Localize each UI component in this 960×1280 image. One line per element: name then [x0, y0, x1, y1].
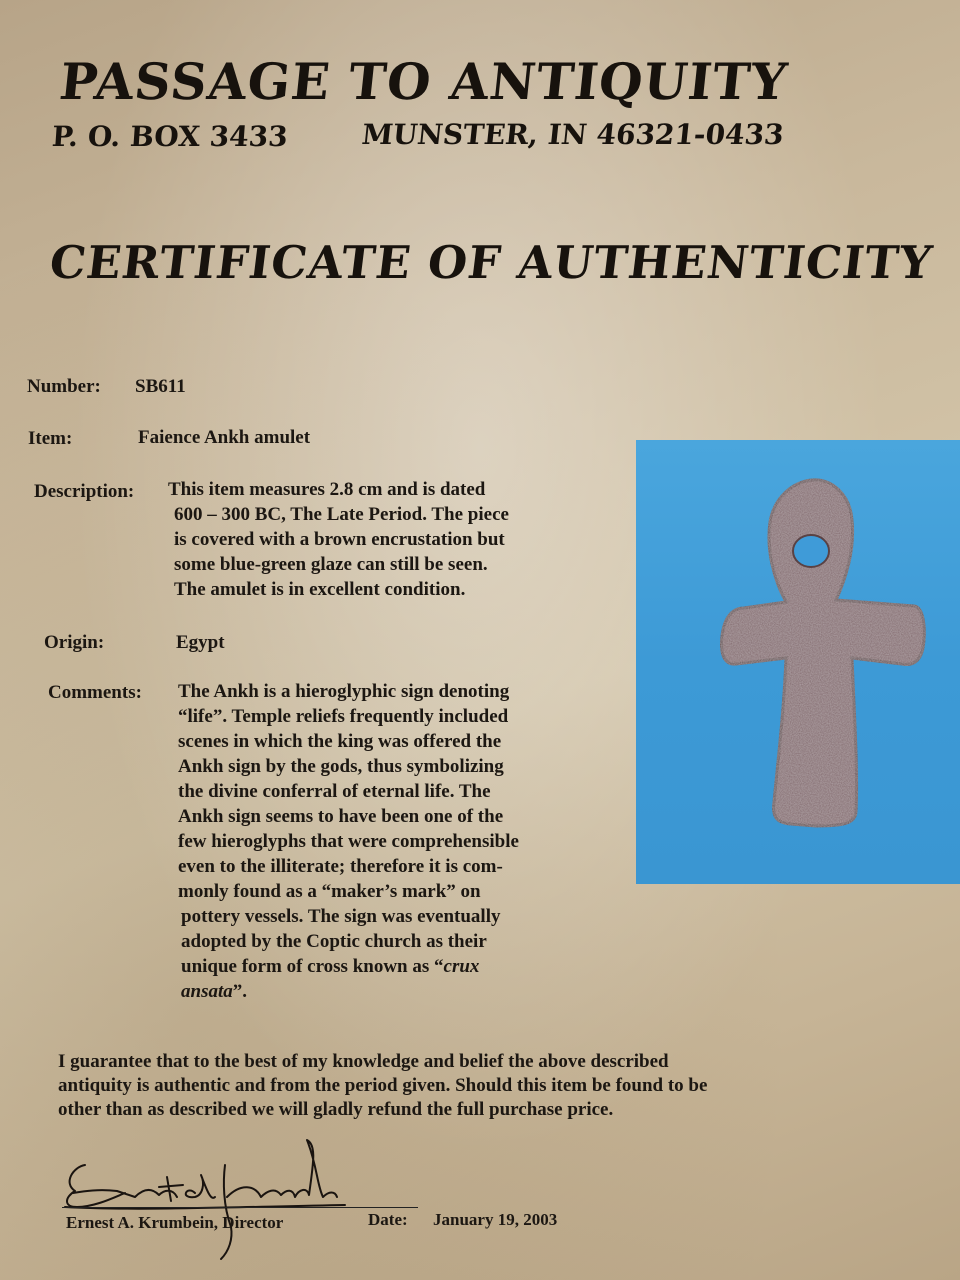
signature [55, 1135, 355, 1265]
guarantee-line: other than as described we will gladly refund the full purchase price. [58, 1099, 614, 1120]
comments-label: Comments: [48, 682, 142, 703]
comments-line: few hieroglyphs that were comprehensible [178, 831, 519, 852]
date-value: January 19, 2003 [433, 1210, 558, 1229]
ankh-amulet-photo [636, 440, 960, 884]
comments-line: even to the illiterate; therefore it is com- [178, 856, 503, 877]
comments-line [178, 954, 519, 979]
description-line: The amulet is in excellent condition. [174, 579, 466, 600]
guarantee-line: antiquity is authentic and from the period given. Should this item be found to be [58, 1075, 708, 1096]
guarantee-statement [58, 1050, 818, 1122]
comments-line: Ankh sign seems to have been one of the [178, 806, 504, 827]
item-value: Faience Ankh amulet [138, 427, 311, 448]
director-name: Ernest A. Krumbein, Director [66, 1213, 284, 1232]
date-label: Date: [368, 1210, 408, 1229]
comments-line: adopted by the Coptic church as their [181, 931, 487, 952]
po-box: P. O. BOX 3433 [50, 120, 289, 153]
comments-line: scenes in which the king was offered the [178, 731, 502, 752]
item-label: Item: [28, 428, 73, 449]
comments-line [178, 979, 519, 1004]
comments-line: pottery vessels. The sign was eventually [181, 906, 501, 927]
guarantee-line: I guarantee that to the best of my knowledge and belief the above described [58, 1051, 669, 1072]
certificate-title: CERTIFICATE OF AUTHENTICITY [46, 236, 936, 289]
number-value: SB611 [135, 376, 186, 397]
description-label: Description: [34, 481, 135, 502]
description-text [168, 477, 509, 602]
description-line: is covered with a brown encrustation but [174, 529, 505, 550]
number-label: Number: [27, 376, 101, 397]
comments-text-run: ”. [232, 981, 247, 1002]
comments-line: monly found as a “maker’s mark” on [178, 881, 481, 902]
comments-text [178, 679, 519, 1004]
description-line: some blue-green glaze can still be seen. [174, 554, 488, 575]
origin-label: Origin: [44, 632, 105, 653]
signature-line [62, 1207, 418, 1208]
crux-italic: crux [443, 956, 480, 977]
ankh-amulet-image [636, 440, 960, 884]
description-line: This item measures 2.8 cm and is dated [168, 479, 486, 500]
description-line: 600 – 300 BC, The Late Period. The piece [174, 504, 509, 525]
origin-value: Egypt [176, 632, 225, 653]
comments-line: the divine conferral of eternal life. The [178, 781, 491, 802]
company-name: PASSAGE TO ANTIQUITY [56, 52, 791, 111]
comments-text-run: unique form of cross known as “ [181, 956, 444, 977]
city-state-zip: MUNSTER, IN 46321-0433 [360, 118, 786, 151]
ansata-italic: ansata [181, 981, 233, 1002]
comments-line: Ankh sign by the gods, thus symbolizing [178, 756, 504, 777]
ankh-loop-hole [793, 535, 829, 567]
comments-line: “life”. Temple reliefs frequently included [178, 706, 509, 727]
comments-line: The Ankh is a hieroglyphic sign denoting [178, 681, 510, 702]
ankh-shape [722, 480, 925, 826]
